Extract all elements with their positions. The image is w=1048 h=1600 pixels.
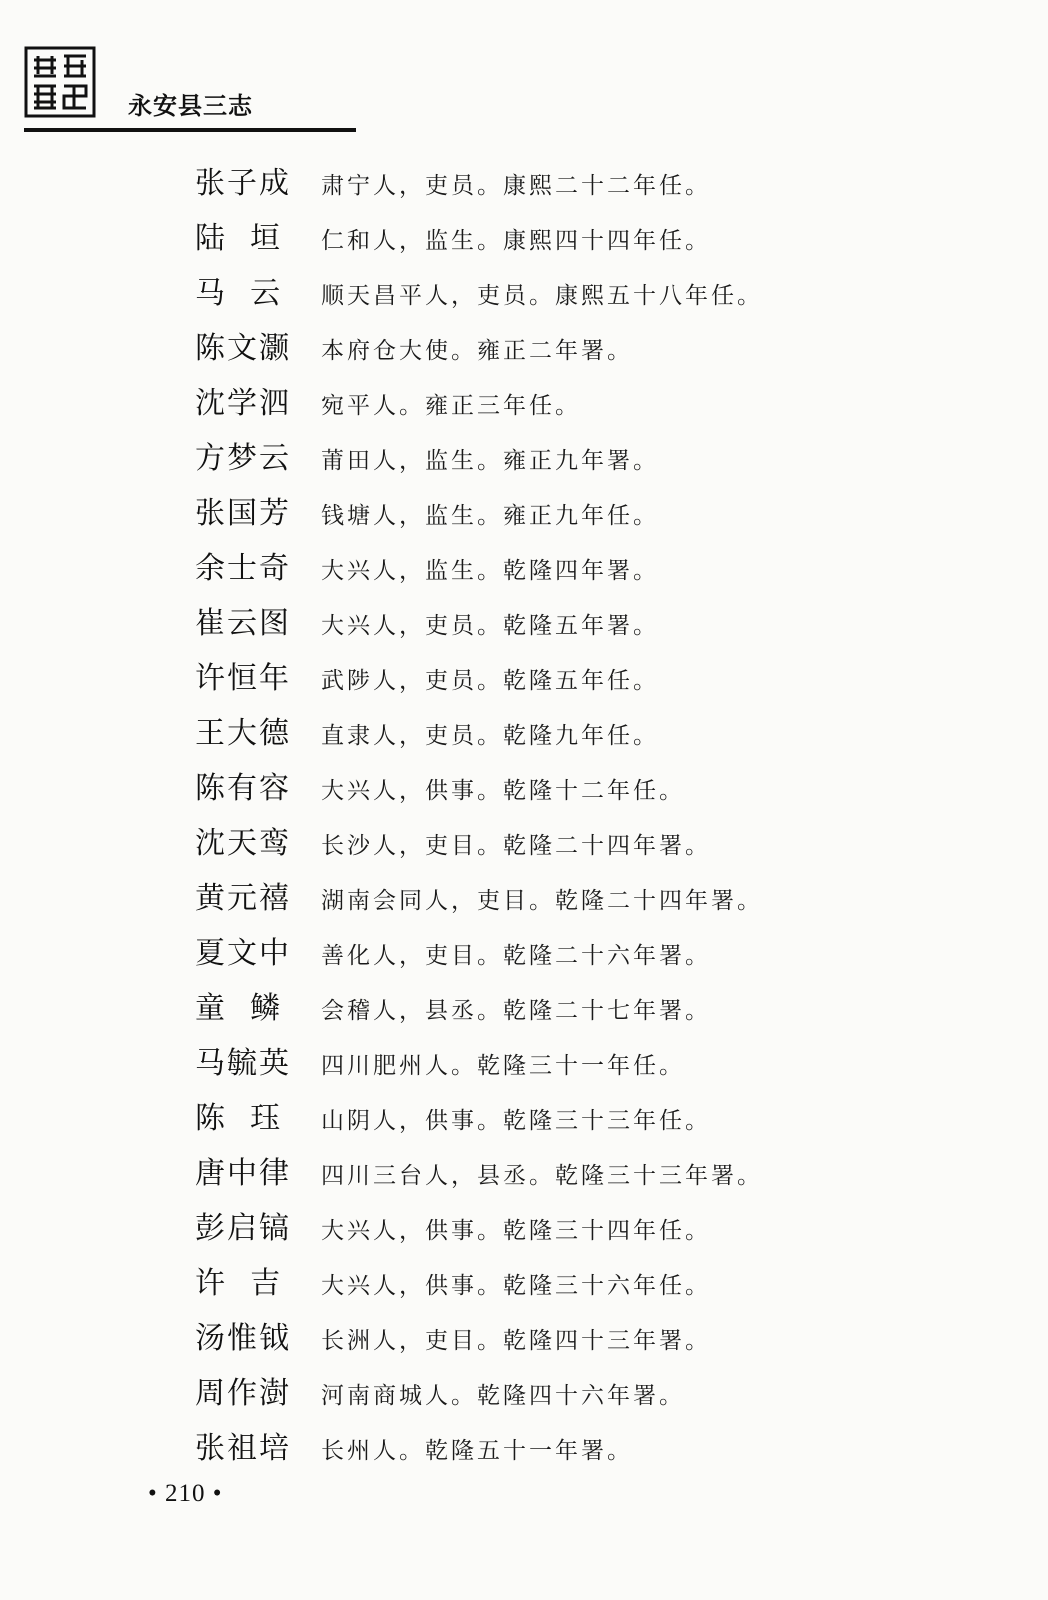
official-details: 长沙人，吏目。乾隆二十四年署。 xyxy=(321,833,711,859)
official-name: 黄元禧 xyxy=(195,881,291,916)
official-details: 宛平人。雍正三年任。 xyxy=(321,393,581,419)
official-details: 山阴人，供事。乾隆三十三年任。 xyxy=(321,1108,711,1134)
list-item xyxy=(195,1203,1015,1258)
list-item xyxy=(195,543,1015,598)
official-details: 大兴人，监生。乾隆四年署。 xyxy=(321,558,659,584)
list-item xyxy=(195,818,1015,873)
list-item xyxy=(195,268,1015,323)
header-rule xyxy=(24,128,356,132)
official-name: 陈有容 xyxy=(195,771,291,806)
official-details: 长洲人，吏目。乾隆四十三年署。 xyxy=(321,1328,711,1354)
official-details: 四川肥州人。乾隆三十一年任。 xyxy=(321,1053,685,1079)
official-name: 王大德 xyxy=(195,716,291,751)
list-item xyxy=(195,1423,1015,1478)
list-item xyxy=(195,433,1015,488)
book-title: 永安县三志 xyxy=(128,92,253,120)
official-name: 唐中律 xyxy=(195,1156,291,1191)
official-name: 余士奇 xyxy=(195,551,291,586)
official-name: 许 吉 xyxy=(195,1266,283,1301)
list-item xyxy=(195,1148,1015,1203)
list-item xyxy=(195,708,1015,763)
seal-logo xyxy=(24,46,96,118)
official-name: 崔云图 xyxy=(195,606,291,641)
official-list xyxy=(195,158,1015,1478)
official-details: 善化人，吏目。乾隆二十六年署。 xyxy=(321,943,711,969)
list-item xyxy=(195,158,1015,213)
list-item xyxy=(195,213,1015,268)
official-name: 夏文中 xyxy=(195,936,291,971)
official-details: 武陟人，吏员。乾隆五年任。 xyxy=(321,668,659,694)
list-item xyxy=(195,598,1015,653)
official-name: 马 云 xyxy=(195,276,283,311)
official-name: 沈天鸾 xyxy=(195,826,291,861)
list-item xyxy=(195,1313,1015,1368)
official-name: 许恒年 xyxy=(195,661,291,696)
official-name: 陆 垣 xyxy=(195,221,283,256)
page-number: • 210 • xyxy=(148,1480,223,1507)
list-item xyxy=(195,763,1015,818)
list-item xyxy=(195,653,1015,708)
official-name: 陈文灏 xyxy=(195,331,291,366)
official-details: 河南商城人。乾隆四十六年署。 xyxy=(321,1383,685,1409)
official-name: 童 鳞 xyxy=(195,991,283,1026)
official-name: 彭启镐 xyxy=(195,1211,291,1246)
list-item xyxy=(195,928,1015,983)
official-details: 大兴人，供事。乾隆三十四年任。 xyxy=(321,1218,711,1244)
official-name: 张祖培 xyxy=(195,1431,291,1466)
list-item xyxy=(195,488,1015,543)
official-name: 张子成 xyxy=(195,166,291,201)
list-item xyxy=(195,1093,1015,1148)
official-name: 汤惟钺 xyxy=(195,1321,291,1356)
official-details: 钱塘人，监生。雍正九年任。 xyxy=(321,503,659,529)
official-details: 湖南会同人，吏目。乾隆二十四年署。 xyxy=(321,888,763,914)
official-details: 莆田人，监生。雍正九年署。 xyxy=(321,448,659,474)
list-item xyxy=(195,323,1015,378)
official-details: 本府仓大使。雍正二年署。 xyxy=(321,338,633,364)
list-item xyxy=(195,983,1015,1038)
official-details: 会稽人，县丞。乾隆二十七年署。 xyxy=(321,998,711,1024)
official-details: 大兴人，吏员。乾隆五年署。 xyxy=(321,613,659,639)
official-details: 仁和人，监生。康熙四十四年任。 xyxy=(321,228,711,254)
list-item xyxy=(195,1258,1015,1313)
official-details: 大兴人，供事。乾隆十二年任。 xyxy=(321,778,685,804)
list-item xyxy=(195,873,1015,928)
list-item xyxy=(195,378,1015,433)
official-name: 马毓英 xyxy=(195,1046,291,1081)
list-item xyxy=(195,1368,1015,1423)
official-details: 顺天昌平人，吏员。康熙五十八年任。 xyxy=(321,283,763,309)
official-name: 沈学泗 xyxy=(195,386,291,421)
official-name: 张国芳 xyxy=(195,496,291,531)
official-details: 肃宁人，吏员。康熙二十二年任。 xyxy=(321,173,711,199)
official-details: 四川三台人，县丞。乾隆三十三年署。 xyxy=(321,1163,763,1189)
official-name: 陈 珏 xyxy=(195,1101,283,1136)
official-name: 周作澍 xyxy=(195,1376,291,1411)
official-name: 方梦云 xyxy=(195,441,291,476)
official-details: 直隶人，吏员。乾隆九年任。 xyxy=(321,723,659,749)
list-item xyxy=(195,1038,1015,1093)
official-details: 长州人。乾隆五十一年署。 xyxy=(321,1438,633,1464)
official-details: 大兴人，供事。乾隆三十六年任。 xyxy=(321,1273,711,1299)
